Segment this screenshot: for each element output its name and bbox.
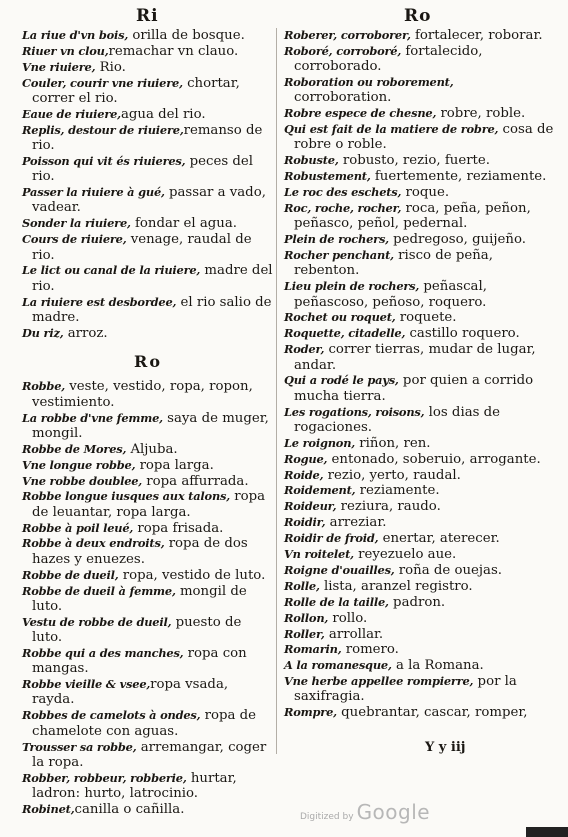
dictionary-entry [22, 646, 274, 677]
dictionary-entry [284, 642, 554, 657]
right-column [284, 28, 554, 721]
spanish-translation: por quien a corrido mucha tierra. [294, 373, 534, 404]
dictionary-entry [284, 483, 554, 498]
left-column [22, 28, 274, 818]
spanish-translation: roca, peña, peñon, peñasco, peñol, pedernal. [294, 201, 531, 232]
spanish-translation: hurtar, ladron: hurto, latrocinio. [32, 770, 237, 801]
french-headword: Robbe de dueil, [22, 567, 119, 582]
french-headword: Roboré, corroboré, [284, 43, 402, 58]
french-headword: Robbe longue iusques aux talons, [22, 489, 231, 504]
dictionary-entry [22, 44, 274, 59]
dictionary-entry [284, 674, 554, 705]
spanish-translation: ropa de chamelote con aguas. [32, 708, 257, 739]
left-entries-top [22, 28, 274, 341]
dictionary-entry [284, 279, 554, 310]
spanish-translation: robre, roble. [436, 106, 526, 122]
dictionary-entry [284, 515, 554, 530]
french-headword: Passer la riuiere à gué, [22, 185, 165, 200]
dictionary-entry [284, 342, 554, 373]
french-headword: Trousser sa robbe, [22, 739, 137, 754]
french-headword: Roidir, [284, 515, 326, 530]
french-headword: Le roc des eschets, [284, 185, 402, 200]
french-headword: Rompre, [284, 705, 337, 720]
dictionary-entry [22, 615, 274, 646]
dictionary-entry [22, 216, 274, 231]
spanish-translation: ropa con mangas. [32, 645, 247, 677]
french-headword: Romarin, [284, 642, 342, 657]
spanish-translation: reziamente. [355, 483, 440, 499]
dictionary-entry [284, 436, 554, 451]
french-headword: Cours de riuiere, [22, 232, 127, 247]
dictionary-entry [284, 579, 554, 594]
spanish-translation: roña de ouejas. [394, 562, 503, 578]
dictionary-entry [22, 771, 274, 802]
french-headword: Rolle de la taille, [284, 594, 389, 609]
french-headword: Robre espece de chesne, [284, 106, 437, 121]
spanish-translation: orilla de bosque. [128, 28, 245, 43]
french-headword: Sonder la riuiere, [22, 216, 131, 231]
french-headword: Roder, [284, 342, 325, 357]
dictionary-entry [284, 310, 554, 325]
spanish-translation: chortar, correr el rio. [32, 75, 240, 106]
spanish-translation: entonado, soberuio, arrogante. [327, 451, 541, 467]
spanish-translation: por la saxifragia. [294, 674, 517, 705]
french-headword: Roquette, citadelle, [284, 326, 406, 341]
spanish-translation: risco de peña, rebenton. [294, 248, 493, 279]
french-headword: Robbe à deux endroits, [22, 536, 165, 551]
dictionary-entry [22, 474, 274, 489]
spanish-translation: arremangar, coger la ropa. [32, 739, 267, 770]
dictionary-entry [22, 708, 274, 739]
running-head-right: Ro [404, 6, 432, 26]
french-headword: Couler, courir vne riuiere, [22, 75, 183, 90]
french-headword: Les rogations, roisons, [284, 404, 425, 419]
digitized-label: Digitized by [300, 812, 354, 822]
spanish-translation: reyezuelo aue. [353, 547, 457, 563]
dictionary-entry [284, 452, 554, 467]
dictionary-entry [284, 499, 554, 514]
dictionary-entry [22, 802, 274, 817]
dictionary-entry [284, 468, 554, 483]
french-headword: Vne longue robbe, [22, 457, 136, 472]
french-headword: Le lict ou canal de la riuiere, [22, 263, 201, 278]
dictionary-entry [284, 153, 554, 168]
spanish-translation: cosa de robre o roble. [294, 122, 554, 153]
dictionary-entry [22, 584, 274, 615]
dictionary-entry [284, 106, 554, 121]
spanish-translation: arrollar. [324, 626, 384, 642]
dictionary-entry [284, 563, 554, 578]
spanish-translation: rezio, yerto, raudal. [323, 467, 461, 483]
french-headword: Robbe vieille & vsee, [22, 677, 151, 692]
dictionary-entry [22, 489, 274, 520]
spanish-translation: roque. [401, 185, 450, 201]
dictionary-entry [284, 547, 554, 562]
french-headword: Eaue de riuiere, [22, 106, 121, 121]
spanish-translation: quebrantar, cascar, romper, [336, 705, 528, 721]
spanish-translation: roquete. [395, 310, 457, 326]
spanish-translation: padron. [388, 594, 446, 610]
dictionary-entry [284, 595, 554, 610]
dictionary-entry [22, 76, 274, 107]
dictionary-entry [284, 185, 554, 200]
dictionary-entry [284, 373, 554, 404]
spanish-translation: madre del rio. [32, 263, 273, 294]
digitized-watermark [300, 800, 430, 824]
dictionary-entry [22, 326, 274, 341]
scan-edge [526, 827, 568, 837]
french-headword: Robinet, [22, 801, 75, 816]
dictionary-entry [284, 44, 554, 75]
spanish-translation: arroz. [63, 325, 108, 341]
french-headword: Roller, [284, 626, 325, 641]
french-headword: Du riz, [22, 325, 64, 340]
spanish-translation: fortalecido, corroborado. [294, 43, 483, 75]
french-headword: Vne herbe appellee rompierre, [284, 674, 474, 689]
running-head-left: Ri [136, 6, 159, 26]
spanish-translation: el rio salio de madre. [32, 294, 272, 325]
french-headword: Vn roitelet, [284, 547, 354, 562]
french-headword: Poisson qui vit és riuieres, [22, 153, 186, 168]
french-headword: Robbe à poil leué, [22, 520, 134, 535]
spanish-translation: ropa, vestido de luto. [118, 567, 266, 583]
dictionary-entry [22, 154, 274, 185]
french-headword: Roc, roche, rocher, [284, 201, 402, 216]
spanish-translation: ropa larga. [135, 457, 214, 473]
dictionary-entry [284, 248, 554, 279]
dictionary-entry [22, 379, 274, 410]
dictionary-entry [284, 658, 554, 673]
dictionary-entry [284, 405, 554, 436]
french-headword: Robustement, [284, 169, 371, 184]
left-entries-bottom [22, 379, 274, 817]
dictionary-entry [284, 28, 554, 43]
spanish-translation: puesto de luto. [32, 614, 242, 646]
french-headword: Roberer, corroborer, [284, 28, 411, 42]
spanish-translation: agua del rio. [120, 106, 206, 122]
spanish-translation: saya de muger, mongil. [32, 410, 269, 441]
dictionary-entry [22, 740, 274, 771]
french-headword: Plein de rochers, [284, 232, 389, 247]
spanish-translation: rollo. [328, 610, 368, 626]
spanish-translation: enertar, aterecer. [378, 531, 500, 547]
french-headword: Roideur, [284, 499, 337, 514]
french-headword: Rolle, [284, 578, 320, 593]
french-headword: Rollon, [284, 610, 329, 625]
spanish-translation: ropa frisada. [133, 520, 224, 536]
dictionary-entry [22, 60, 274, 75]
dictionary-entry [22, 28, 274, 43]
dictionary-entry [22, 536, 274, 567]
spanish-translation: corroboration. [294, 90, 392, 106]
french-headword: Rogue, [284, 451, 328, 466]
french-headword: Vestu de robbe de dueil, [22, 614, 172, 629]
french-headword: Robbe qui a des manches, [22, 645, 184, 660]
dictionary-entry [284, 705, 554, 720]
french-headword: Le roignon, [284, 435, 356, 450]
spanish-translation: peñascal, peñascoso, peñoso, roquero. [294, 279, 487, 310]
french-headword: Roide, [284, 467, 324, 482]
spanish-translation: riñon, ren. [355, 435, 431, 451]
french-headword: Rochet ou roquet, [284, 310, 396, 325]
dictionary-entry [284, 232, 554, 247]
french-headword: Roidement, [284, 483, 356, 498]
dictionary-entry [22, 185, 274, 216]
dictionary-entry [22, 411, 274, 442]
spanish-translation: venage, raudal de rio. [32, 232, 252, 263]
dictionary-entry [22, 568, 274, 583]
french-headword: Vne riuiere, [22, 59, 96, 74]
spanish-translation: los dias de rogaciones. [294, 404, 501, 435]
french-headword: A la romanesque, [284, 658, 392, 673]
spanish-translation: Rio. [95, 59, 126, 75]
dictionary-entry [284, 201, 554, 232]
signature-mark: Y y iij [425, 740, 466, 755]
french-headword: Robbe de dueil à femme, [22, 583, 176, 598]
french-headword: Roigne d'ouailles, [284, 562, 395, 577]
dictionary-entry [284, 611, 554, 626]
spanish-translation: arreziar. [325, 515, 387, 531]
spanish-translation: ropa de dos hazes y enuezes. [32, 536, 248, 567]
spanish-translation: a la Romana. [391, 658, 484, 674]
spanish-translation: remanso de rio. [32, 122, 263, 154]
spanish-translation: reziura, raudo. [336, 499, 441, 515]
spanish-translation: robusto, rezio, fuerte. [338, 153, 490, 169]
dictionary-entry [284, 75, 554, 106]
spanish-translation: correr tierras, mudar de lugar, andar. [294, 342, 536, 373]
french-headword: Vne robbe doublee, [22, 473, 143, 488]
spanish-translation: fortalecer, roborar. [410, 28, 543, 43]
french-headword: Roidir de froid, [284, 531, 379, 546]
spanish-translation: passar a vado, vadear. [32, 185, 266, 216]
french-headword: Robbes de camelots à ondes, [22, 708, 201, 723]
french-headword: La robbe d'vne femme, [22, 410, 163, 425]
dictionary-entry [284, 122, 554, 153]
spanish-translation: castillo roquero. [405, 326, 520, 342]
french-headword: Rocher penchant, [284, 248, 394, 263]
french-headword: La riuiere est desbordee, [22, 294, 177, 309]
dictionary-entry [22, 458, 274, 473]
french-headword: Qui a rodé le pays, [284, 373, 399, 388]
french-headword: La riue d'vn bois, [22, 28, 129, 42]
french-headword: Robuste, [284, 153, 339, 168]
french-headword: Robber, robbeur, robberie, [22, 770, 187, 785]
dictionary-entry [22, 107, 274, 122]
dictionary-entry [284, 169, 554, 184]
french-headword: Roboration ou roborement, [284, 75, 454, 90]
dictionary-entry [284, 531, 554, 546]
spanish-translation: ropa de leuantar, ropa larga. [32, 489, 266, 520]
french-headword: Robbe de Mores, [22, 441, 127, 456]
dictionary-entry [22, 677, 274, 708]
section-heading: Ro [134, 352, 162, 372]
google-logo: Google [356, 800, 431, 824]
french-headword: Replis, destour de riuiere, [22, 122, 184, 137]
spanish-translation: fuertemente, reziamente. [370, 169, 547, 185]
dictionary-entry [22, 232, 274, 263]
spanish-translation: ropa affurrada. [142, 473, 249, 489]
spanish-translation: ropa vsada, rayda. [32, 677, 229, 708]
spanish-translation: lista, aranzel registro. [319, 578, 473, 594]
french-headword: Qui est fait de la matiere de robre, [284, 122, 499, 137]
dictionary-entry [22, 123, 274, 154]
column-rule [276, 28, 277, 754]
dictionary-entry [22, 442, 274, 457]
french-headword: Lieu plein de rochers, [284, 279, 420, 294]
spanish-translation: peces del rio. [32, 153, 254, 185]
right-entries [284, 28, 554, 721]
dictionary-entry [22, 521, 274, 536]
spanish-translation: veste, vestido, ropa, ropon, vestimiento. [32, 379, 253, 410]
spanish-translation: canilla o cañilla. [74, 801, 185, 817]
french-headword: Robbe, [22, 379, 66, 394]
spanish-translation: romero. [341, 642, 399, 658]
spanish-translation: mongil de luto. [32, 583, 247, 614]
dictionary-entry [22, 295, 274, 326]
dictionary-entry [284, 326, 554, 341]
dictionary-entry [22, 263, 274, 294]
spanish-translation: remachar vn clauo. [108, 43, 239, 59]
spanish-translation: Aljuba. [126, 441, 178, 457]
spanish-translation: fondar el agua. [130, 216, 238, 232]
dictionary-entry [284, 627, 554, 642]
spanish-translation: pedregoso, guijeño. [388, 232, 526, 248]
french-headword: Riuer vn clou, [22, 43, 109, 58]
